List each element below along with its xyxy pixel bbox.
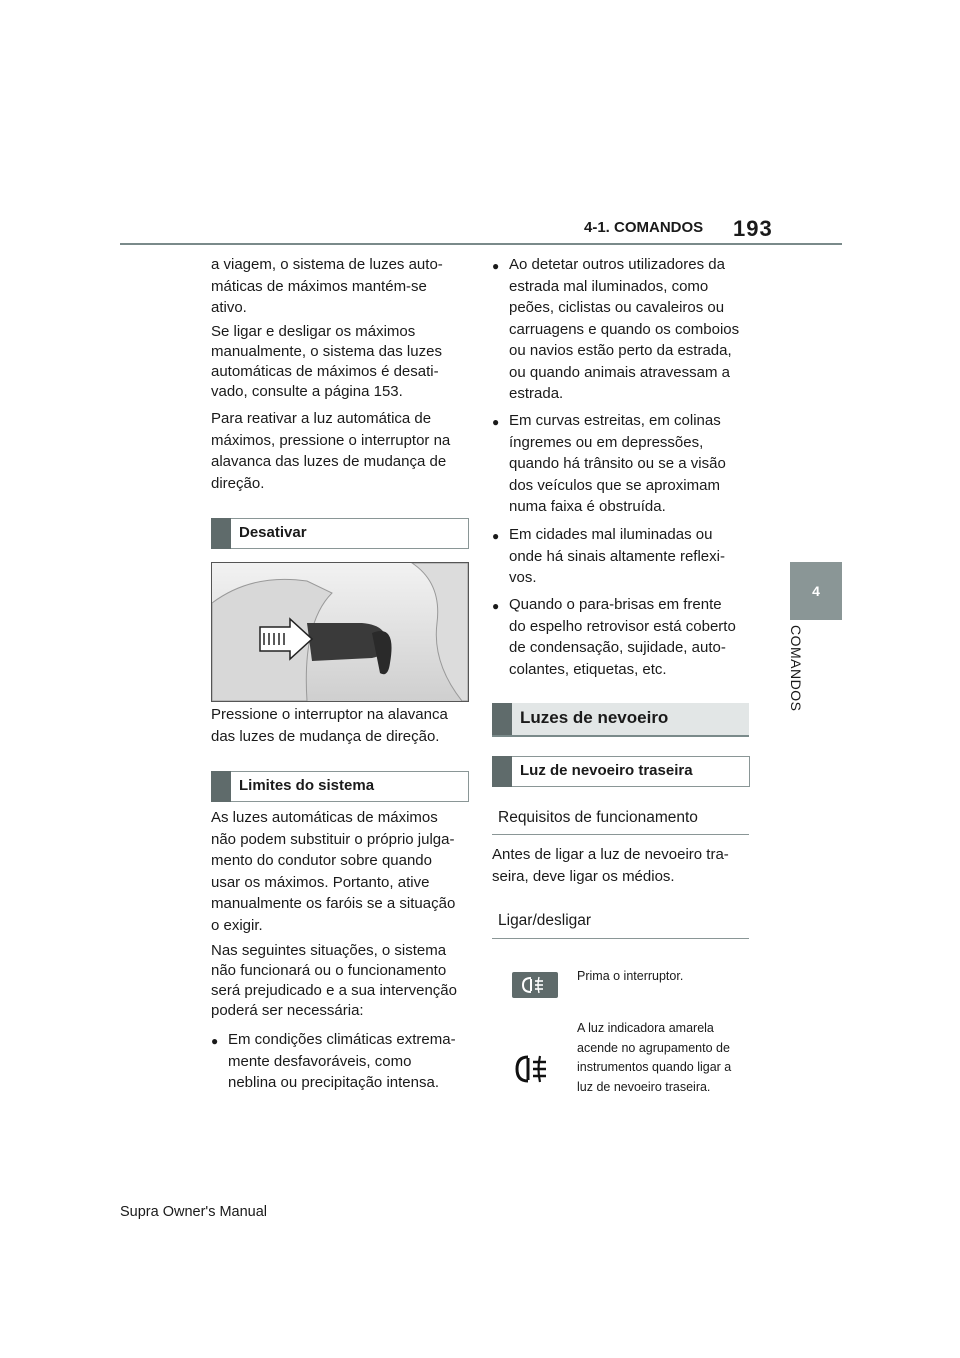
bullet-icon: ● <box>211 1034 219 1048</box>
section-title: Luz de nevoeiro traseira <box>520 762 693 779</box>
bullet-icon: ● <box>492 599 500 613</box>
table-row-indicator-text <box>577 1019 757 1097</box>
section-marker <box>211 518 231 549</box>
text-line: manualmente, o sistema das luzes <box>211 343 442 360</box>
paragraph-limits <box>211 807 471 936</box>
text-line: estrada mal iluminados, como <box>509 277 709 295</box>
text-line: de condensação, sujidade, auto- <box>509 639 726 656</box>
text-line: máximos, pressione o interruptor na <box>211 431 451 449</box>
bullet-icon: ● <box>492 529 500 543</box>
text-line: carruagens e quando os comboios <box>509 320 740 338</box>
page-number: 193 <box>733 216 773 241</box>
text-line: vos. <box>509 569 537 586</box>
illustration-caption <box>211 704 471 747</box>
list-item-curves <box>492 410 754 518</box>
chapter-side-label-text: COMANDOS <box>788 625 804 712</box>
text-line: Antes de ligar a luz de nevoeiro tra- <box>492 846 729 863</box>
chapter-side-label <box>770 625 822 745</box>
text-line: íngremes ou em depressões, <box>509 433 704 451</box>
text-line: acende no agrupamento de <box>577 1040 730 1055</box>
paragraph-requirements <box>492 844 754 887</box>
text-line: das luzes de mudança de direção. <box>211 727 440 745</box>
text-line: Em condições climáticas extrema- <box>228 1031 456 1048</box>
text-line: instrumentos quando ligar a <box>577 1060 732 1074</box>
text-line: direção. <box>211 474 265 492</box>
section-heading-rear-fog <box>492 756 750 787</box>
text-line: será prejudicado e a sua intervenção <box>211 982 457 999</box>
text-line: manualmente os faróis se a situação <box>211 895 456 912</box>
section-heading-limits <box>211 771 469 802</box>
list-item-cities <box>492 524 754 589</box>
text-line: numa faixa é obstruída. <box>509 498 666 515</box>
text-line: mente desfavoráveis, como <box>228 1052 412 1070</box>
running-header-section: 4-1. COMANDOS <box>584 219 704 236</box>
list-item-windshield <box>492 594 754 680</box>
text-line: do espelho retrovisor está coberto <box>509 617 736 635</box>
rear-fog-indicator-icon <box>512 1052 558 1086</box>
subheading-on-off: Ligar/desligar <box>492 912 749 939</box>
list-item-weather <box>211 1029 473 1094</box>
text-line: Em curvas estreitas, em colinas <box>509 412 721 429</box>
footer-manual-title: Supra Owner's Manual <box>120 1204 268 1220</box>
text-line: onde há sinais altamente reflexi- <box>509 547 725 565</box>
text-line: Prima o interruptor. <box>577 969 684 983</box>
paragraph-continuation <box>211 254 471 319</box>
turn-signal-lever-illustration <box>211 562 469 702</box>
section-heading-deactivate <box>211 518 469 549</box>
text-line: não podem substituir o próprio julga- <box>211 830 455 848</box>
text-line: Nas seguintes situações, o sistema <box>211 942 447 959</box>
text-line: ativo. <box>211 299 247 316</box>
subheading-requirements: Requisitos de funcionamento <box>492 809 749 835</box>
rear-fog-indicator-glyph <box>512 1052 558 1086</box>
text-line: não funcionará ou o funcionamento <box>211 962 447 979</box>
text-line: vado, consulte a página 153. <box>211 383 403 400</box>
text-line: poderá ser necessária: <box>211 1002 364 1019</box>
text-line: mento do condutor sobre quando <box>211 852 432 869</box>
list-item-road-users <box>492 254 754 405</box>
text-line: ou navios estão perto da estrada, <box>509 342 732 359</box>
text-line: As luzes automáticas de máximos <box>211 809 438 826</box>
text-line: alavanca das luzes de mudança de <box>211 453 447 470</box>
text-line: dos veículos que se aproximam <box>509 476 720 494</box>
text-line: a viagem, o sistema de luzes auto- <box>211 256 443 273</box>
bullet-icon: ● <box>492 415 500 429</box>
rear-fog-button-glyph <box>512 972 558 998</box>
section-marker <box>492 703 512 735</box>
header-rule <box>120 243 842 245</box>
lever-drawing <box>212 563 468 701</box>
text-line: Quando o para-brisas em frente <box>509 596 722 613</box>
text-line: colantes, etiquetas, etc. <box>509 660 667 678</box>
bullet-icon: ● <box>492 259 500 273</box>
text-line: automáticas de máximos é desati- <box>211 363 439 380</box>
paragraph-manual-override <box>211 322 471 402</box>
paragraph-situations <box>211 941 471 1021</box>
text-line: luz de nevoeiro traseira. <box>577 1079 711 1094</box>
text-line: seira, deve ligar os médios. <box>492 867 675 885</box>
section-heading-fog-lights <box>492 703 749 737</box>
text-line: estrada. <box>509 385 564 402</box>
section-title: Limites do sistema <box>239 777 375 794</box>
text-line: usar os máximos. Portanto, ative <box>211 873 430 891</box>
text-line: peões, ciclistas ou cavaleiros ou <box>509 299 725 316</box>
table-row-button-text <box>577 967 752 987</box>
text-line: Ao detetar outros utilizadores da <box>509 256 725 273</box>
text-line: Se ligar e desligar os máximos <box>211 323 416 340</box>
text-line: A luz indicadora amarela <box>577 1021 714 1035</box>
rear-fog-button-icon <box>512 972 558 998</box>
section-marker <box>492 756 512 787</box>
text-line: Pressione o interruptor na alavanca <box>211 706 448 723</box>
chapter-tab: 4 <box>790 562 842 620</box>
section-title: Luzes de nevoeiro <box>520 708 669 727</box>
section-title: Desativar <box>239 524 307 541</box>
text-line: neblina ou precipitação intensa. <box>228 1074 439 1091</box>
text-line: o exigir. <box>211 916 263 934</box>
text-line: Para reativar a luz automática de <box>211 410 432 427</box>
text-line: Em cidades mal iluminadas ou <box>509 526 713 543</box>
text-line: quando há trânsito ou se a visão <box>509 455 726 472</box>
text-line: máticas de máximos mantém-se <box>211 277 427 295</box>
paragraph-reactivate <box>211 408 471 494</box>
section-marker <box>211 771 231 802</box>
text-line: ou quando animais atravessam a <box>509 363 730 381</box>
